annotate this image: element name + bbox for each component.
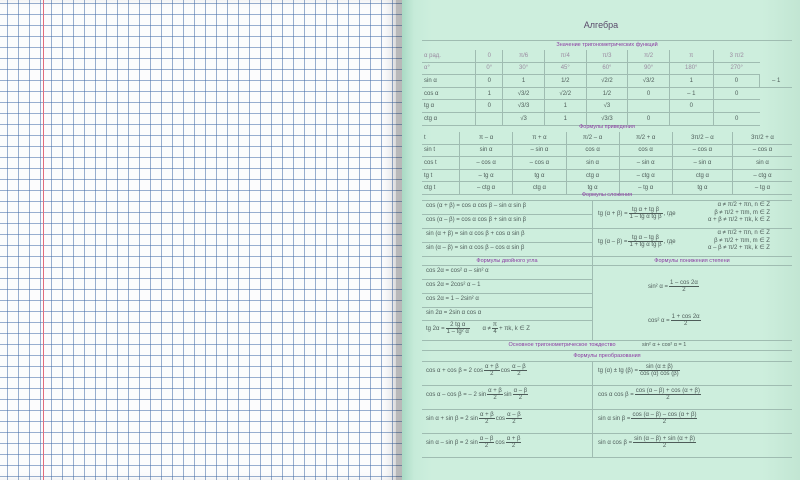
table-cell: √2/2 xyxy=(544,87,586,100)
rule xyxy=(422,350,792,351)
rule xyxy=(422,307,592,308)
table-cell: – cos α xyxy=(732,144,792,157)
section-heading-power-reduction: Формулы понижения степени xyxy=(654,258,730,264)
table-cell: ctg α xyxy=(566,169,619,182)
table-cell: cos α xyxy=(566,144,619,157)
rule xyxy=(422,256,792,257)
table-cell: – sin α xyxy=(672,157,732,170)
rule xyxy=(422,279,592,280)
table-cell: – sin α xyxy=(513,144,566,157)
table-cell: tg α xyxy=(672,182,732,195)
table-cell xyxy=(713,100,760,113)
table-row xyxy=(422,144,792,157)
table-cell: √3/3 xyxy=(503,100,545,113)
rule xyxy=(422,40,792,41)
formula-sin-minus-sin: sin α – sin β = 2 sin $\frac{\alpha - \beta}{2}$ cos $\frac{\alpha + \beta}{2}$ xyxy=(426,436,521,449)
table-cell: 3π/2 – α xyxy=(672,132,732,144)
rule xyxy=(422,385,792,386)
rule xyxy=(592,228,792,229)
table-cell: sin α xyxy=(732,157,792,170)
table-row xyxy=(422,75,792,88)
table-cell: 1 xyxy=(669,75,713,88)
rule xyxy=(422,293,592,294)
table-cell: – tg α xyxy=(459,169,512,182)
table-row xyxy=(422,169,792,182)
rule xyxy=(422,320,592,321)
table-cell: √3 xyxy=(503,112,545,125)
table-cell: 1/2 xyxy=(544,75,586,88)
table-cell: – 1 xyxy=(669,87,713,100)
table-cell: π/6 xyxy=(503,50,545,62)
table-cell: π + α xyxy=(513,132,566,144)
table-cell: ctg t xyxy=(422,182,459,195)
table-cell: 1 xyxy=(544,112,586,125)
formula-sin-plus-sin: sin α + sin β = 2 sin $\frac{\alpha + \beta}{2}$ cos $\frac{\alpha - \beta}{2}$ xyxy=(426,412,521,425)
table-cell: 1 xyxy=(476,87,503,100)
table-cell: π/4 xyxy=(544,50,586,62)
table-cell: 0° xyxy=(476,62,503,75)
formula-sin2a: sin 2α = 2sin α cos α xyxy=(426,310,482,316)
reduction-table xyxy=(422,132,792,195)
table-cell: π/2 + α xyxy=(619,132,672,144)
table-cell: √3/3 xyxy=(586,112,628,125)
formula-cos2a-3: cos 2α = 1 – 2sin² α xyxy=(426,296,479,302)
table-cell: √3 xyxy=(586,100,628,113)
formula-page xyxy=(402,0,800,480)
table-cell: sin α xyxy=(459,144,512,157)
section-heading-addition: Формулы сложения xyxy=(581,192,633,198)
table-cell: sin α xyxy=(566,157,619,170)
formula-tg-diff: tg (α – β) = $\frac{\text{tg α – tg β}}{\text{1 + tg α tg β}}$ , где xyxy=(598,235,676,248)
table-cell: tg α xyxy=(513,169,566,182)
formula-tg-sum-transform: tg (α) ± tg (β) = $\frac{\sin (\alpha \pm \beta)}{\cos (\alpha) \cos (\beta)}$ xyxy=(598,364,679,377)
trig-values-table xyxy=(422,50,792,126)
table-cell: – ctg α xyxy=(732,169,792,182)
formula-cos-plus-cos: cos α + cos β = 2 cos $\frac{\alpha + \beta}{2}$ cos $\frac{\alpha - \beta}{2}$ xyxy=(426,364,526,377)
section-heading-identity: Основное тригонометрическое тождество xyxy=(508,342,616,348)
table-cell: 60° xyxy=(586,62,628,75)
table-cell: 0 xyxy=(476,100,503,113)
formula-sin-squared: sin² α = $\frac{1 - \cos 2\alpha}{2}$ xyxy=(648,280,698,293)
table-cell: √3/2 xyxy=(628,75,670,88)
section-heading-double-angle: Формулы двойного угла xyxy=(476,258,538,264)
table-cell: – cos α xyxy=(672,144,732,157)
formula-cos-minus-cos: cos α – cos β = – 2 sin $\frac{\alpha + \beta}{2}$ sin $\frac{\alpha - \beta}{2}$ xyxy=(426,388,528,401)
formula-sin-cos: sin α cos β = $\frac{\sin (\alpha - \beta) + \sin (\alpha + \beta)}{2}$ xyxy=(598,436,695,449)
formula-sin-diff: sin (α – β) = sin α cos β – cos α sin β xyxy=(426,245,525,251)
table-cell: cos t xyxy=(422,157,459,170)
rule xyxy=(422,228,592,229)
table-cell: 270° xyxy=(713,62,760,75)
table-row xyxy=(422,132,792,144)
rule xyxy=(422,457,792,458)
table-row xyxy=(422,62,792,75)
section-heading-reduction: Формулы приведения xyxy=(579,124,635,130)
table-cell: – cos α xyxy=(513,157,566,170)
rule xyxy=(422,361,792,362)
formula-cos-diff: cos (α – β) = cos α cos β + sin α sin β xyxy=(426,217,527,223)
rule xyxy=(422,242,592,243)
table-cell: – 1 xyxy=(760,75,792,88)
table-cell: 3π/2 + α xyxy=(732,132,792,144)
formula-cos2a-1: cos 2α = cos² α – sin² α xyxy=(426,268,489,274)
table-cell: – cos α xyxy=(459,157,512,170)
table-cell: √2/2 xyxy=(586,75,628,88)
rule xyxy=(422,409,792,410)
table-cell: cos α xyxy=(422,87,476,100)
table-cell: π/2 – α xyxy=(566,132,619,144)
section-heading-trig-values: Значение тригонометрических функций xyxy=(556,42,658,48)
formula-cos2a-2: cos 2α = 2cos² α – 1 xyxy=(426,282,481,288)
rule xyxy=(422,200,792,201)
table-cell: π – α xyxy=(459,132,512,144)
table-cell: tg α xyxy=(422,100,476,113)
table-cell: 0 xyxy=(628,112,670,125)
formula-tg2a: tg 2α = $\frac{\text{2 tg α}}{\text{1 – tg² α}}$ α ≠ $\frac{\pi}{4}$ + πk, k ∈ Z xyxy=(426,322,530,335)
table-cell: – sin α xyxy=(619,157,672,170)
table-cell: – ctg α xyxy=(619,169,672,182)
tg-diff-conditions: α ≠ π/2 + πn, n ∈ Z β ≠ π/2 + πm, m ∈ Z α – β ≠ π/2 + πk, k ∈ Z xyxy=(708,230,770,251)
table-cell: 90° xyxy=(628,62,670,75)
table-cell: √3/2 xyxy=(503,87,545,100)
table-cell: 0 xyxy=(476,75,503,88)
formula-sin-sum: sin (α + β) = sin α cos β + cos α sin β xyxy=(426,231,525,237)
table-cell: sin α xyxy=(422,75,476,88)
table-cell: π xyxy=(669,50,713,62)
table-row xyxy=(422,87,792,100)
table-cell: 1 xyxy=(503,75,545,88)
formula-identity: sin² α + cos² α = 1 xyxy=(642,342,687,348)
table-cell: 0 xyxy=(713,87,760,100)
table-cell: ctg α xyxy=(422,112,476,125)
table-row xyxy=(422,50,792,62)
table-cell: π/3 xyxy=(586,50,628,62)
table-cell: sin t xyxy=(422,144,459,157)
table-cell: – tg α xyxy=(732,182,792,195)
rule xyxy=(422,340,792,341)
formula-cos-squared: cos² α = $\frac{1 + \cos 2\alpha}{2}$ xyxy=(648,314,700,327)
table-cell: α рад. xyxy=(422,50,476,62)
table-cell: 45° xyxy=(544,62,586,75)
formula-tg-sum: tg (α + β) = $\frac{\text{tg α + tg β}}{\text{1 – tg α tg β}}$ , где xyxy=(598,207,676,220)
table-cell: – ctg α xyxy=(459,182,512,195)
margin-line xyxy=(43,0,44,480)
table-row xyxy=(422,157,792,170)
table-cell xyxy=(628,100,670,113)
table-cell: tg t xyxy=(422,169,459,182)
rule xyxy=(422,265,792,266)
table-cell: α° xyxy=(422,62,476,75)
formula-cos-cos: cos α cos β = $\frac{\cos (\alpha - \beta) + \cos (\alpha + \beta)}{2}$ xyxy=(598,388,700,401)
rule xyxy=(422,433,792,434)
table-cell: π/2 xyxy=(628,50,670,62)
table-cell: 3 π/2 xyxy=(713,50,760,62)
table-cell: 0 xyxy=(713,112,760,125)
table-cell: t xyxy=(422,132,459,144)
tg-sum-conditions: α ≠ π/2 + πn, n ∈ Z β ≠ π/2 + πm, m ∈ Z α + β ≠ π/2 + πk, k ∈ Z xyxy=(708,202,771,223)
rule xyxy=(422,214,592,215)
table-cell: cos α xyxy=(619,144,672,157)
page-title: Алгебра xyxy=(583,20,619,30)
table-cell: ctg α xyxy=(672,169,732,182)
table-row xyxy=(422,100,792,113)
rule xyxy=(592,256,593,340)
table-cell: 30° xyxy=(503,62,545,75)
table-cell: 0 xyxy=(628,87,670,100)
section-heading-transform: Формулы преобразования xyxy=(573,353,641,359)
table-cell: 0 xyxy=(713,75,760,88)
table-cell: 0 xyxy=(476,50,503,62)
table-cell: 0 xyxy=(669,100,713,113)
table-cell: – tg α xyxy=(619,182,672,195)
formula-cos-sum: cos (α + β) = cos α cos β – sin α sin β xyxy=(426,203,527,209)
table-cell: ctg α xyxy=(513,182,566,195)
table-cell: tg α xyxy=(566,182,619,195)
table-cell: 1/2 xyxy=(586,87,628,100)
table-cell: 1 xyxy=(544,100,586,113)
formula-sin-sin: sin α sin β = $\frac{\cos (\alpha - \beta) - \cos (\alpha + \beta)}{2}$ xyxy=(598,412,697,425)
table-cell: 180° xyxy=(669,62,713,75)
